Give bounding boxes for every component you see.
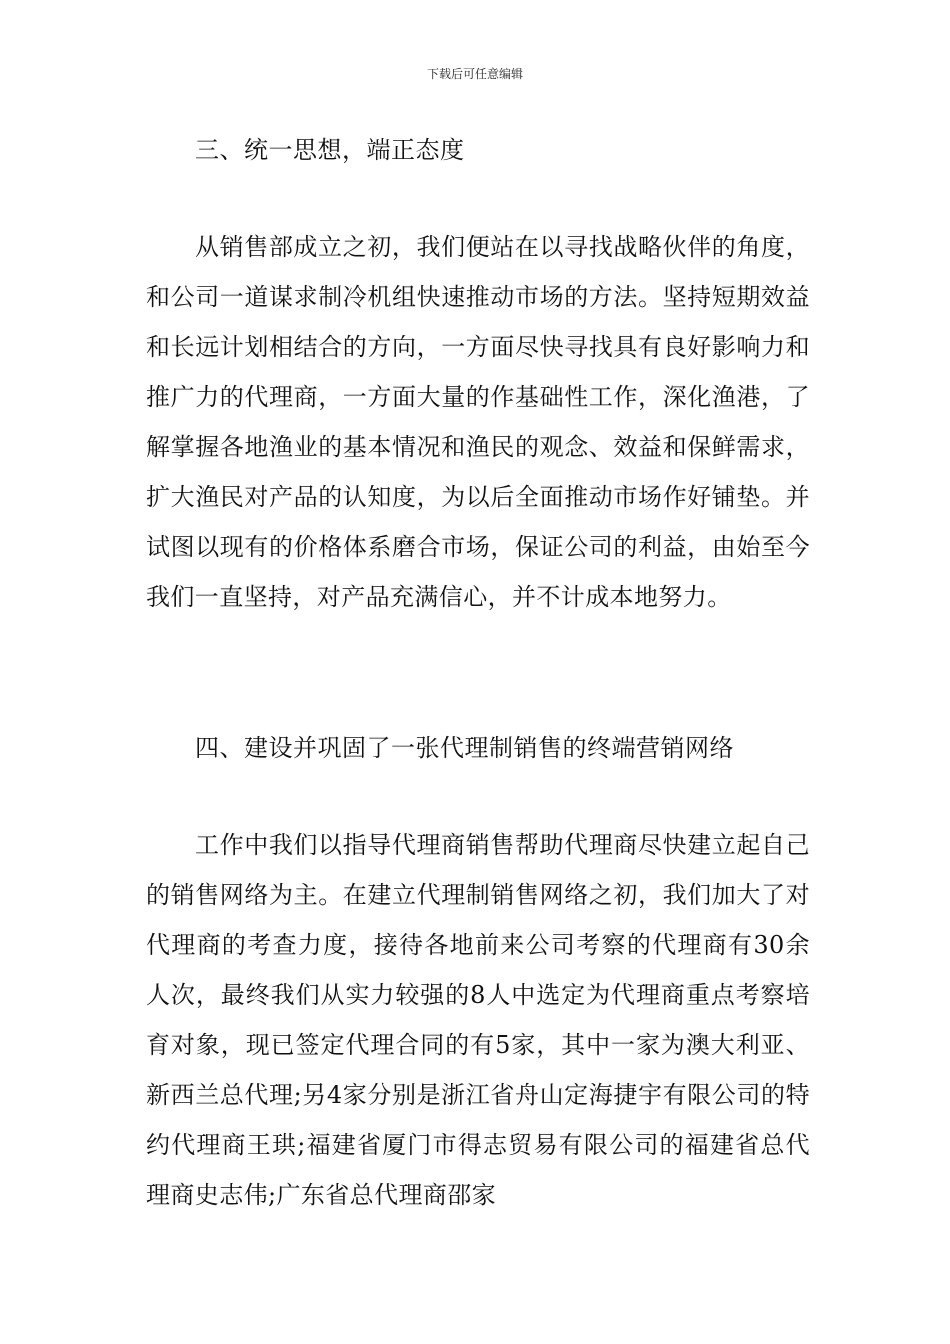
page-header: 下载后可任意编辑 — [426, 67, 523, 81]
section-heading: 三、统一思想，端正态度 — [195, 136, 465, 164]
section-paragraph: 从销售部成立之初，我们便站在以寻找战略伙伴的角度，和公司一道谋求制冷机组快速推动市场的方法。坚持短期效益和长远计划相结合的方向，一方面尽快寻找具有良好影响力和推广力的代理商，一方面大量的作基础性工作，深化渔港，了解掌握各地渔业的基本情况和渔民的观念、效益和保鲜需求，扩大渔民对产品的认知度，为以后全面推动市场作好铺垫。并试图以现有的价格体系磨合市场，保证公司的利益，由始至今我们一直坚持，对产品充满信心，并不计成本地努力。 — [146, 233, 810, 611]
section-paragraph: 工作中我们以指导代理商销售帮助代理商尽快建立起自己的销售网络为主。在建立代理制销售网络之初，我们加大了对代理商的考查力度，接待各地前来公司考察的代理商有30余人次，最终我们从实力较强的8人中选定为代理商重点考察培育对象，现已签定代理合同的有5家，其中一家为澳大利亚、新西兰总代理;另4家分别是浙江省舟山定海捷宇有限公司的特约代理商王珙;福建省厦门市得志贸易有限公司的福建省总代理商史志伟;广东省总代理商邵家 — [146, 831, 810, 1209]
section-heading: 四、建设并巩固了一张代理制销售的终端营销网络 — [195, 734, 734, 762]
